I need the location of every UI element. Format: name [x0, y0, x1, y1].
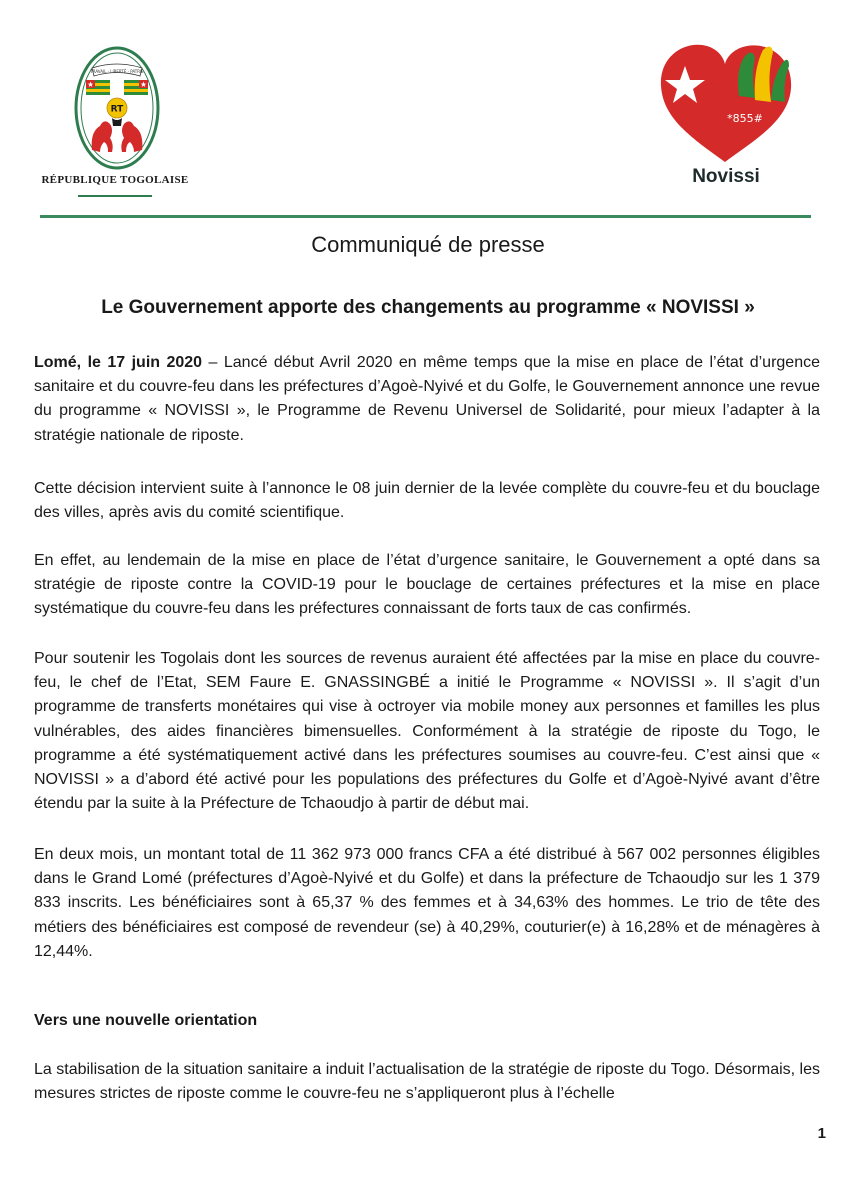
republic-label: RÉPUBLIQUE TOGOLAISE — [41, 174, 189, 186]
paragraph-new-orientation: La stabilisation de la situation sanitaire a induit l’actualisation de la stratégie de riposte du Togo. Désormais, les mesures strictes de riposte comme le couvre-feu ne s’appliqueront plus à l’échelle — [34, 1061, 820, 1103]
novissi-ussd-code: *855# — [727, 112, 763, 125]
page-number: 1 — [817, 1125, 826, 1142]
dateline: Lomé, le 17 juin 2020 — [34, 354, 203, 371]
paragraph-figures: En deux mois, un montant total de 11 362 973 000 francs CFA a été distribué à 567 002 personnes éligibles dans le Grand Lomé (préfectures d’Agoè-Nyivé et du Golfe) et dans la préfecture de Tchaoudjo sur les 1 379 833 inscrits. Les bénéficiaires sont à 65,37 % des femmes et à 34,63% des hommes. Le trio de tête des métiers des bénéficiaires est composé de revendeur (se) à 40,29%, couturier(e) à 16,28% et de ménagères à 12,44%. — [34, 846, 820, 960]
paragraph-decision: Cette décision intervient suite à l’annonce le 08 juin dernier de la levée complète du couvre-feu et du bouclage des villes, après avis du comité scientifique. — [34, 480, 820, 522]
emblem-banner-text: TRAVAIL · LIBERTÉ · PATRIE — [90, 69, 144, 74]
novissi-program-name: Novissi — [692, 166, 760, 187]
novissi-heart-logo — [655, 36, 797, 166]
document-type: Communiqué de presse — [311, 232, 545, 257]
paragraph-strategy: En effet, au lendemain de la mise en place de l’état d’urgence sanitaire, le Gouvernement a opté dans sa stratégie de riposte contre la COVID-19 pour le bouclage de certaines préfectures et la mise en place systématique du couvre-feu dans les préfectures connaissant de forts taux de cas confirmés. — [34, 552, 820, 618]
republic-underline — [78, 195, 152, 197]
section-heading: Vers une nouvelle orientation — [34, 1012, 258, 1029]
document-title: Le Gouvernement apporte des changements au programme « NOVISSI » — [101, 297, 755, 318]
lead-paragraph — [34, 351, 820, 448]
paragraph-program: Pour soutenir les Togolais dont les sources de revenus auraient été affectées par la mise en place du couvre-feu, le chef de l’Etat, SEM Faure E. GNASSINGBÉ a initié le Programme « NOVISSI ». Il s’agit d’un programme de transferts monétaires qui vise à octroyer via mobile money aux personnes et familles les plus vulnérables, des aides financières bimensuelles. Conformément à la stratégie de riposte du Togo, le programme a été systématiquement activé dans les préfectures soumises au couvre-feu. C’est ainsi que « NOVISSI » a d’abord été activé pour les populations des préfectures du Golfe et d’Agoè-Nyivé avant d’être étendu par la suite à la Préfecture de Tchaoudjo à partir de début mai. — [34, 650, 820, 813]
header-divider — [40, 215, 811, 218]
emblem-initials: RT — [110, 104, 124, 115]
togo-coat-of-arms-logo — [74, 46, 160, 170]
lead-text: – Lancé début Avril 2020 en même temps que la mise en place de l’état d’urgence sanitaire et du couvre-feu dans les préfectures d’Agoè-Nyivé et du Golfe, le Gouvernement annonce une revue du programme « NOVISSI », le Programme de Revenu Universel de Solidarité, pour mieux l’adapter à la stratégie nationale de riposte. — [34, 354, 820, 444]
